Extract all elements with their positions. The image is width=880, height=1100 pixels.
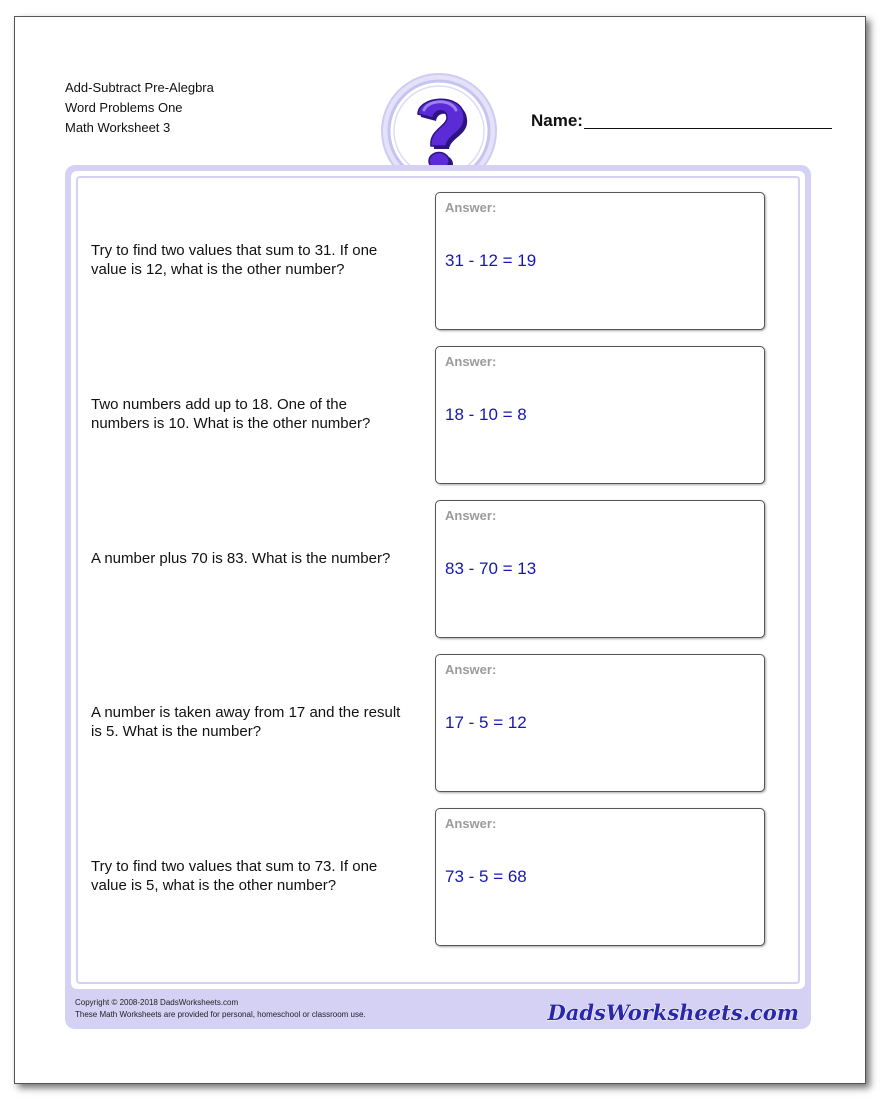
answer-value: 17 - 5 = 12 xyxy=(445,713,527,732)
answer-box-3[interactable] xyxy=(435,500,765,638)
problem-1-text: Try to find two values that sum to 31. If one value is 12, what is the other number? xyxy=(91,242,378,278)
footer-text xyxy=(75,997,366,1021)
worksheet-title xyxy=(65,78,214,138)
answer-value: 73 - 5 = 68 xyxy=(445,867,527,886)
answer-label: Answer: xyxy=(445,508,497,523)
answer-value: 83 - 70 = 13 xyxy=(445,559,537,578)
worksheet-page xyxy=(14,16,866,1084)
answer-box-1[interactable] xyxy=(435,192,765,330)
answer-label: Answer: xyxy=(445,662,497,677)
answer-value: 18 - 10 = 8 xyxy=(445,405,527,424)
title-line-1: Add-Subtract Pre-Alegbra xyxy=(65,80,214,95)
name-label: Name: xyxy=(531,111,583,130)
brand-logo-text: DadsWorksheets.com xyxy=(547,1000,799,1025)
usage-notice: These Math Worksheets are provided for personal, homeschool or classroom use. xyxy=(75,1010,366,1019)
answer-box-5[interactable] xyxy=(435,808,765,946)
title-line-2: Word Problems One xyxy=(65,100,183,115)
problem-2-text: Two numbers add up to 18. One of the numbers is 10. What is the other number? xyxy=(91,396,371,432)
answer-label: Answer: xyxy=(445,200,497,215)
problem-3-text: A number plus 70 is 83. What is the number? xyxy=(91,550,391,567)
copyright-text: Copyright © 2008-2018 DadsWorksheets.com xyxy=(75,998,239,1007)
name-input-line[interactable] xyxy=(584,128,832,129)
answer-box-2[interactable] xyxy=(435,346,765,484)
problems-panel xyxy=(71,171,805,989)
brand-logo xyxy=(547,997,801,1027)
answer-label: Answer: xyxy=(445,816,497,831)
problems-frame xyxy=(65,165,811,1029)
answer-label: Answer: xyxy=(445,354,497,369)
problem-5-text: Try to find two values that sum to 73. If one value is 5, what is the other number? xyxy=(91,858,378,894)
answer-value: 31 - 12 = 19 xyxy=(445,251,537,270)
answer-box-4[interactable] xyxy=(435,654,765,792)
title-line-3: Math Worksheet 3 xyxy=(65,120,171,135)
problem-4-text: A number is taken away from 17 and the result is 5. What is the number? xyxy=(91,704,401,740)
